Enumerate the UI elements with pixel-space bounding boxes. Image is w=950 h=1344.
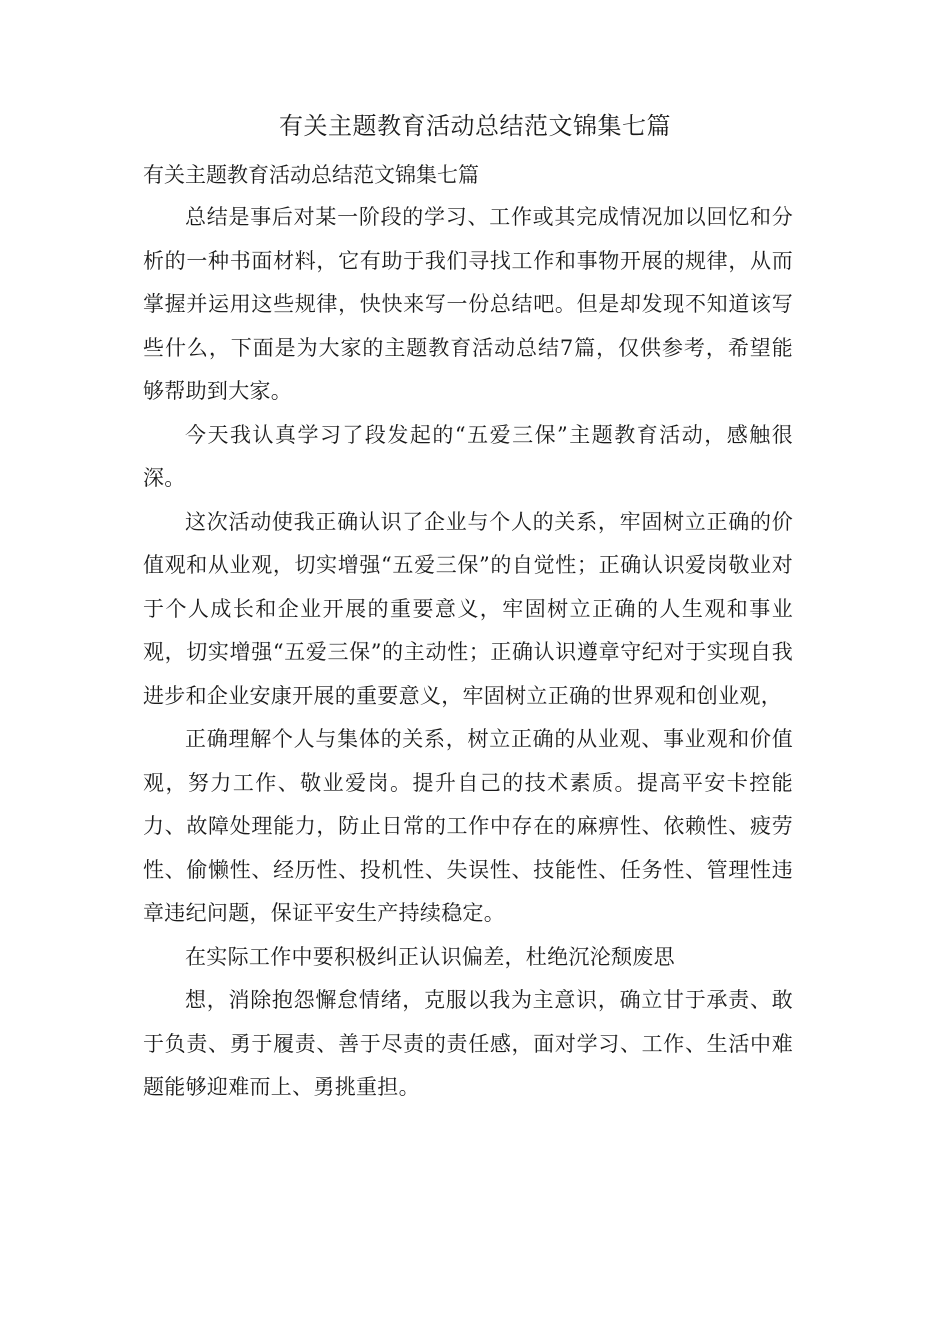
paragraph-study: 今天我认真学习了段发起的“五爱三保”主题教育活动，感触很深。	[143, 422, 793, 490]
paragraph-responsibility: 想，消除抱怨懈怠情绪，克服以我为主意识，确立甘于承责、敢于负责、勇于履责、善于尽责的责任感，面对学习、工作、生活中难题能够迎难而上、勇挑重担。	[143, 988, 793, 1099]
paragraph-correction: 在实际工作中要积极纠正认识偏差，杜绝沉沦颓废思	[185, 944, 675, 969]
paragraph-activity: 这次活动使我正确认识了企业与个人的关系，牢固树立正确的价值观和从业观，切实增强“五爱三保”的自觉性；正确认识爱岗敬业对于个人成长和企业开展的重要意义，牢固树立正确的人生观和事业观，切实增强“五爱三保”的主动性；正确认识遵章守纪对于实现自我进步和企业安康开展的重要意义，牢固树立正确的世界观和创业观，	[143, 509, 793, 708]
document-subtitle: 有关主题教育活动总结范文锦集七篇	[143, 163, 479, 187]
paragraph-understanding: 正确理解个人与集体的关系，树立正确的从业观、事业观和价值观，努力工作、敬业爱岗。提升自己的技术素质。提高平安卡控能力、故障处理能力，防止日常的工作中存在的麻痹性、依赖性、疲劳性、偷懒性、经历性、投机性、失误性、技能性、任务性、管理性违章违纪问题，保证平安生产持续稳定。	[143, 727, 793, 925]
document-title: 有关主题教育活动总结范文锦集七篇	[279, 112, 671, 140]
paragraph-intro: 总结是事后对某一阶段的学习、工作或其完成情况加以回忆和分析的一种书面材料，它有助于我们寻找工作和事物开展的规律，从而掌握并运用这些规律，快快来写一份总结吧。但是却发现不知道该写些什么，下面是为大家的主题教育活动总结7篇，仅供参考，希望能够帮助到大家。	[143, 205, 793, 403]
document-body	[143, 196, 793, 1110]
